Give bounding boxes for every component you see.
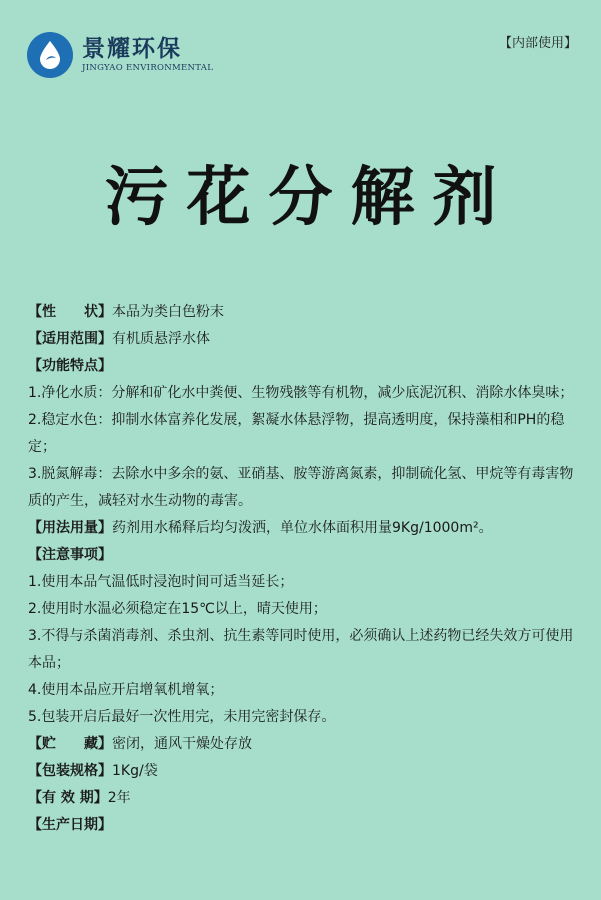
- scope-row: [28, 326, 579, 353]
- note-item: 2.使用时水温必须稳定在15℃以上，晴天使用；: [28, 601, 327, 617]
- usage-label: 【用法用量】: [28, 520, 112, 536]
- properties-value: 本品为类白色粉末: [112, 304, 224, 320]
- properties-label: 【性 状】: [28, 304, 112, 320]
- properties-row: [28, 299, 579, 326]
- shelf-life-value: 2年: [107, 790, 131, 806]
- company-name-en: JINGYAO ENVIRONMENTAL: [82, 63, 214, 73]
- note-item: 3.不得与杀菌消毒剂、杀虫剂、抗生素等同时使用，必须确认上述药物已经失效方可使用本品；: [28, 628, 574, 671]
- features-heading: 【功能特点】: [28, 358, 112, 374]
- scope-label: 【适用范围】: [28, 331, 112, 347]
- storage-row: [28, 731, 579, 758]
- internal-use-badge: 【内部使用】: [498, 36, 577, 51]
- shelf-life-row: [28, 785, 579, 812]
- note-item: 1.使用本品气温低时浸泡时间可适当延长；: [28, 574, 294, 590]
- note-item: 4.使用本品应开启增氧机增氧；: [28, 682, 224, 698]
- product-title: 污花分解剂: [104, 161, 515, 235]
- scope-value: 有机质悬浮水体: [112, 331, 210, 347]
- storage-label: 【贮 藏】: [28, 736, 112, 752]
- feature-item: 1.净化水质：分解和矿化水中粪便、生物残骸等有机物，减少底泥沉积、消除水体臭味；: [28, 385, 574, 401]
- product-info: [28, 299, 579, 839]
- production-date-row: [28, 812, 579, 839]
- feature-item: 2.稳定水色：抑制水体富养化发展，絮凝水体悬浮物，提高透明度，保持藻相和PH的稳定；: [28, 412, 565, 455]
- notes-heading: 【注意事项】: [28, 547, 112, 563]
- note-item: 5.包装开启后最好一次性用完，未用完密封保存。: [28, 709, 336, 725]
- usage-value: 药剂用水稀释后均匀泼洒，单位水体面积用量9Kg/1000m²。: [112, 520, 493, 536]
- usage-row: [28, 515, 579, 542]
- shelf-life-label: 【有 效 期】: [28, 790, 108, 806]
- company-name-cn: 景耀环保: [82, 36, 182, 62]
- production-date-label: 【生产日期】: [28, 817, 112, 833]
- package-value: 1Kg/袋: [112, 763, 158, 779]
- storage-value: 密闭，通风干燥处存放: [112, 736, 252, 752]
- company-logo: [27, 32, 213, 78]
- package-row: [28, 758, 579, 785]
- feature-item: 3.脱氮解毒：去除水中多余的氨、亚硝基、胺等游离氮素，抑制硫化氢、甲烷等有毒害物质的产生，减轻对水生动物的毒害。: [28, 466, 574, 509]
- water-drop-icon: [27, 32, 73, 78]
- package-label: 【包装规格】: [28, 763, 112, 779]
